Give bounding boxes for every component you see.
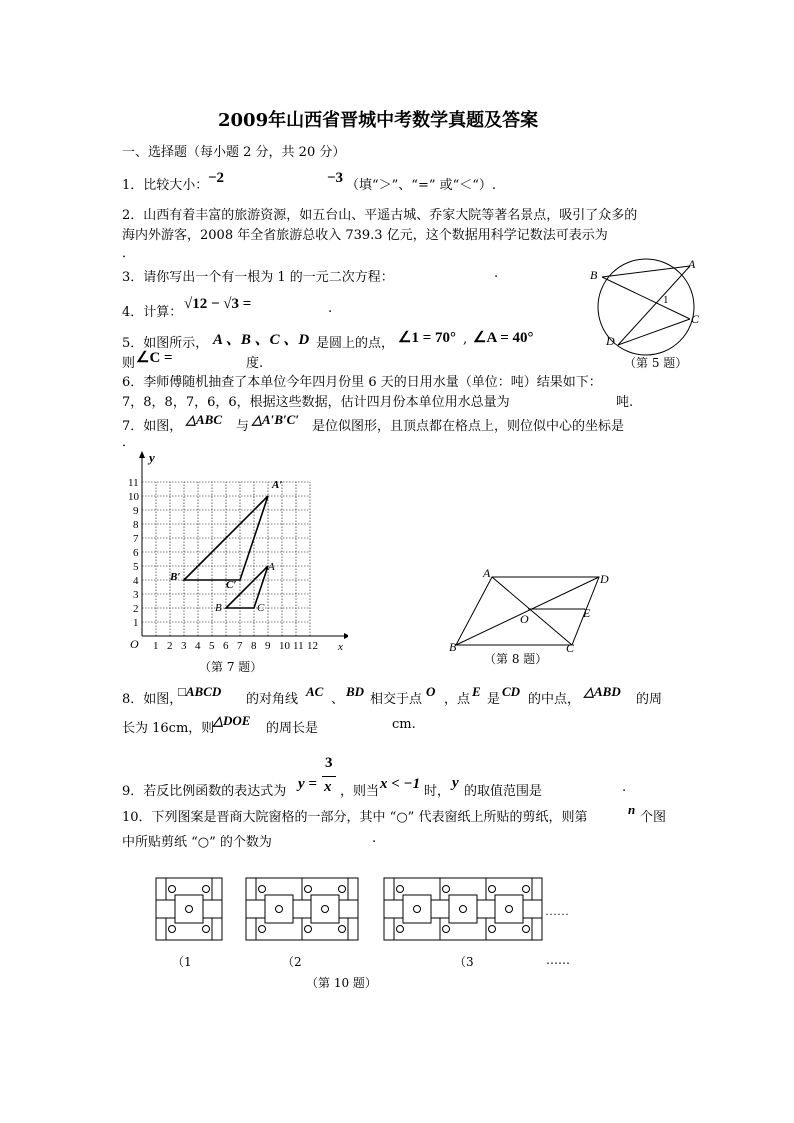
page-title: 2009年山西省晋城中考数学真题及答案: [218, 110, 539, 131]
fig7-axis-y: y: [149, 450, 155, 465]
question-8-o: O: [426, 684, 436, 699]
fig7-label-b: B: [215, 602, 222, 614]
fig7-x-tick: 4: [195, 640, 201, 652]
question-10-end: .: [372, 831, 377, 846]
fig10-square: [495, 895, 523, 923]
question-4-expression: √12 − √3 =: [184, 296, 252, 312]
question-5-prefix: 5．如图所示，: [122, 336, 209, 351]
fig10-circle: [443, 886, 450, 893]
fig7-label-c: C: [257, 602, 265, 614]
question-1-value-a: −2: [208, 170, 225, 186]
fig5-label-a: A: [688, 257, 696, 271]
fig7-x-tick: 9: [265, 640, 271, 652]
question-2-line-3: ．: [122, 246, 136, 261]
figure-7-coordinate-grid: [118, 448, 348, 658]
fig7-y-tick: 3: [133, 589, 139, 601]
question-9-y-equals: y =: [298, 776, 317, 792]
fig7-x-tick: 12: [307, 640, 318, 652]
figure-10-window-patterns: [150, 870, 590, 950]
question-9-fraction-bar: [322, 776, 336, 777]
fig10-circle: [339, 926, 346, 933]
fig10-circle: [305, 886, 312, 893]
fig7-label-a-prime: A′: [272, 479, 283, 491]
question-1-prefix: 1．比较大小：: [122, 178, 209, 193]
question-8-text-6: 的周: [636, 692, 663, 707]
fig10-circle: [169, 926, 176, 933]
fig7-x-tick: 8: [251, 640, 257, 652]
fig7-label-a: A: [268, 561, 275, 573]
question-10-line-1: 10．下列图案是晋商大院窗格的一部分，其中 “○” 代表窗纸上所贴的剪纸，则第: [122, 810, 588, 825]
fig7-y-tick: 4: [133, 575, 139, 587]
question-5-middle: 是圆上的点，: [316, 336, 395, 351]
fig7-x-tick: 5: [209, 640, 215, 652]
fig5-label-b: B: [590, 268, 598, 282]
question-4-prefix: 4．计算：: [122, 305, 183, 320]
fig8-label-o: O: [520, 612, 529, 626]
question-9-y: y: [452, 775, 459, 791]
fig7-y-tick: 7: [133, 533, 139, 545]
fig7-x-tick: 6: [223, 640, 229, 652]
fig10-circle: [489, 926, 496, 933]
fig8-label-a: A: [483, 566, 491, 580]
question-8-ac: AC: [306, 684, 324, 699]
question-7-line-2: ．: [122, 435, 136, 450]
question-4-end: .: [328, 301, 333, 316]
question-8-text-2: 相交于点: [370, 692, 423, 707]
question-7-triangle-abc: △ABC: [186, 412, 223, 427]
question-7-suffix: 是位似图形，且顶点都在格点上，则位似中心的坐标是: [312, 419, 625, 434]
question-9-text-1: ，则当: [340, 784, 380, 799]
fig10-circle: [443, 926, 450, 933]
fig10-square: [265, 895, 293, 923]
fig7-axis-x: x: [338, 641, 343, 653]
question-5-line-2-end: 度.: [246, 356, 264, 371]
fig10-circle: [397, 886, 404, 893]
question-8-text-4: 是: [487, 692, 501, 707]
fig10-square: [403, 895, 431, 923]
question-7-prefix: 7．如图，: [122, 419, 183, 434]
figure-5-caption: （第 5 题）: [624, 356, 688, 370]
figure-10-label-3: （3: [454, 955, 474, 969]
fig7-label-b-prime: B′: [170, 571, 181, 583]
fig5-label-angle-1: 1: [663, 294, 669, 306]
question-5-angle-c: ∠C =: [136, 350, 173, 366]
question-8-e: E: [472, 684, 481, 699]
fig7-x-tick: 10: [279, 640, 290, 652]
question-8-text-5: 的中点，: [528, 692, 581, 707]
figure-8-parallelogram: [443, 563, 623, 663]
fig8-label-d: D: [600, 572, 609, 586]
figure-7-caption: （第 7 题）: [199, 660, 263, 674]
figure-8-caption: （第 8 题）: [484, 652, 548, 666]
fig5-label-d: D: [606, 334, 615, 348]
question-2-line-2: 海内外游客，2008 年全省旅游总收入 739.3 亿元，这个数据用科学记数法可表示为: [122, 228, 608, 243]
question-1-suffix: （填“＞”、“=” 或“＜“）.: [346, 178, 497, 193]
question-5-separator: ,: [463, 332, 468, 347]
fig8-label-b: B: [449, 640, 457, 654]
question-9-end: .: [622, 780, 627, 795]
fig10-square: [175, 895, 203, 923]
fig7-y-tick: 5: [133, 561, 139, 573]
question-5-angle-1: ∠1 = 70°: [398, 330, 456, 346]
question-6-line-1: 6．李师傅随机抽查了本单位今年四月份里 6 天的日用水量（单位：吨）结果如下：: [122, 375, 602, 390]
fig7-y-tick: 9: [133, 505, 139, 517]
fig7-y-tick: 6: [133, 547, 139, 559]
fig8-label-c: C: [566, 641, 575, 655]
fig7-y-tick: 10: [128, 491, 139, 503]
question-8-text-1: 的对角线: [246, 692, 299, 707]
fig7-y-tick: 2: [133, 603, 139, 615]
question-8-text-3: ，点: [444, 692, 471, 707]
fig7-label-c-prime: C′: [226, 579, 237, 591]
fig10-circle: [259, 926, 266, 933]
figure-5-circle-diagram: [584, 255, 704, 367]
figure-10-label-1: （1: [172, 955, 192, 969]
question-5-points: A 、B 、C 、D: [213, 332, 310, 348]
question-8-parallelogram: □ABCD: [178, 684, 222, 699]
question-8-line-2-middle: 的周长是: [266, 721, 319, 736]
question-10-n: n: [628, 802, 636, 817]
fig10-circle: [305, 926, 312, 933]
question-1-value-b: −3: [327, 170, 344, 186]
figure-10-label-2: （2: [282, 955, 302, 969]
question-7-triangle-abc-prime: △A′B′C′: [252, 412, 299, 427]
fig7-x-tick: 1: [153, 640, 159, 652]
question-3-end: .: [494, 266, 499, 281]
fig10-square: [449, 895, 477, 923]
question-7-and: 与: [236, 419, 250, 434]
figure-10-ellipsis-bottom: ……: [546, 953, 570, 967]
question-9-text-3: 的取值范围是: [464, 784, 543, 799]
question-9-denominator: x: [324, 779, 332, 795]
question-8-bd: BD: [346, 684, 365, 699]
question-5-angle-a: ∠A = 40°: [473, 330, 534, 346]
fig10-circle: [523, 926, 530, 933]
fig10-circle: [259, 886, 266, 893]
question-9-condition: x < −1: [380, 776, 421, 792]
question-8-prefix: 8．如图，: [122, 692, 183, 707]
fig10-circle: [397, 926, 404, 933]
question-5-line-2-prefix: 则: [122, 356, 136, 371]
question-10-line-2: 中所贴剪纸 “○” 的个数为: [122, 835, 272, 850]
fig10-circle: [203, 886, 210, 893]
fig7-x-tick: 11: [293, 640, 304, 652]
figure-10-caption: （第 10 题）: [306, 976, 377, 990]
fig10-ellipsis-top: ……: [545, 904, 569, 918]
question-8-doe: △DOE: [213, 713, 251, 728]
fig10-circle: [523, 886, 530, 893]
question-8-line-2-end: cm.: [392, 717, 416, 732]
fig8-label-e: E: [583, 606, 591, 620]
question-8-cd: CD: [502, 684, 521, 699]
fig7-y-tick: 1: [133, 617, 139, 629]
fig10-square: [311, 895, 339, 923]
question-8-sep: 、: [331, 692, 345, 707]
fig5-label-c: C: [691, 312, 700, 326]
fig10-circle: [489, 886, 496, 893]
fig10-circle: [339, 886, 346, 893]
fig7-x-tick: 2: [167, 640, 173, 652]
fig7-x-tick: 7: [237, 640, 243, 652]
question-9-prefix: 9．若反比例函数的表达式为: [122, 784, 287, 799]
question-6-line-2: 7，8，8，7，6，6，根据这些数据，估计四月份本单位用水总量为: [122, 395, 510, 410]
question-2-line-1: 2．山西有着丰富的旅游资源，如五台山、平遥古城、乔家大院等著名景点，吸引了众多的: [122, 208, 638, 223]
question-8-line-2-prefix: 长为 16cm，则: [122, 721, 215, 736]
fig7-origin: O: [130, 637, 139, 651]
question-9-text-2: 时，: [424, 784, 451, 799]
fig7-y-tick: 11: [128, 477, 139, 489]
fig10-circle: [203, 926, 210, 933]
question-9-numerator: 3: [325, 755, 333, 771]
question-3-text: 3．请你写出一个有一根为 1 的一元二次方程：: [122, 270, 394, 285]
question-8-abd: △ABD: [584, 684, 621, 699]
question-10-line-1-end: 个图: [640, 810, 667, 825]
section-heading: 一、选择题（每小题 2 分，共 20 分）: [122, 145, 346, 160]
fig10-circle: [169, 886, 176, 893]
fig7-x-tick: 3: [181, 640, 187, 652]
question-6-end: 吨.: [616, 395, 634, 410]
fig7-y-tick: 8: [133, 519, 139, 531]
